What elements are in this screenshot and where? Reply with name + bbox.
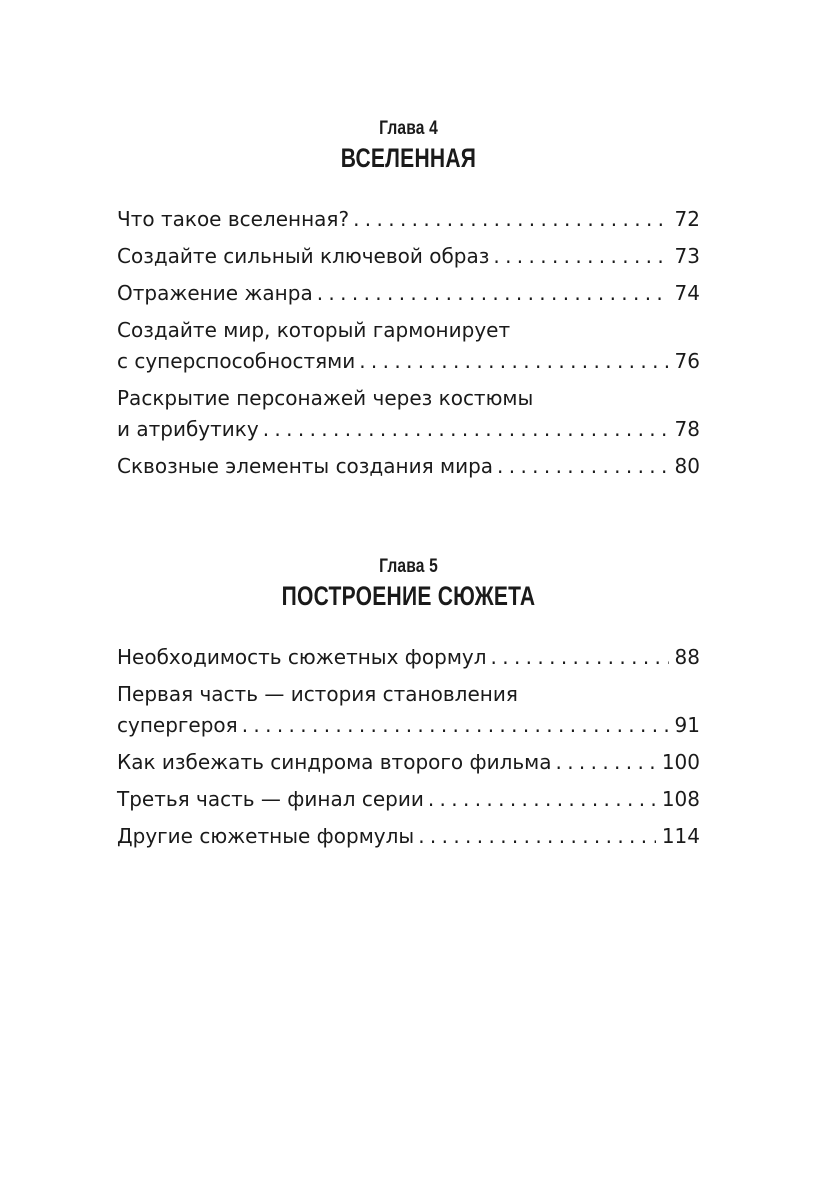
chapter-label: Глава 5	[379, 556, 438, 577]
entry-title: Как избежать синдрома второго фильма	[117, 750, 552, 774]
toc-entry[interactable]	[117, 278, 700, 309]
dot-leader	[242, 710, 669, 741]
page-number: 78	[674, 417, 700, 441]
page-number: 72	[674, 207, 700, 231]
dot-leader	[317, 278, 669, 309]
toc-entry[interactable]	[117, 784, 700, 815]
dot-leader	[428, 784, 656, 815]
toc-entry[interactable]	[117, 315, 700, 377]
chapter-5	[117, 555, 700, 858]
toc-entry[interactable]	[117, 821, 700, 852]
toc-entry[interactable]	[117, 241, 700, 272]
chapter-title: ПОСТРОЕНИЕ СЮЖЕТА	[281, 581, 536, 611]
entry-title-line-2: супергероя	[117, 713, 238, 737]
chapter-title: ВСЕЛЕННАЯ	[340, 143, 477, 173]
dot-leader	[497, 451, 669, 482]
page-number: 76	[674, 349, 700, 373]
entry-title: Другие сюжетные формулы	[117, 824, 415, 848]
entry-title-line-1: Создайте мир, который гармонирует	[117, 318, 511, 342]
chapter-label: Глава 4	[379, 118, 438, 139]
entry-title-line-2: и атрибутику	[117, 417, 259, 441]
toc-entry[interactable]	[117, 383, 700, 445]
toc-entry[interactable]	[117, 204, 700, 235]
toc-entry[interactable]	[117, 451, 700, 482]
page-number: 108	[661, 787, 700, 811]
page-number: 114	[661, 824, 700, 848]
entry-title-line-1: Первая часть — история становления	[117, 682, 518, 706]
toc-entry[interactable]	[117, 747, 700, 778]
toc-entry[interactable]	[117, 679, 700, 741]
page-number: 88	[674, 645, 700, 669]
entry-title-line-1: Раскрытие персонажей через костюмы	[117, 386, 534, 410]
toc-list	[117, 204, 700, 482]
entry-title-line-2: с суперспособностями	[117, 349, 356, 373]
page-number: 100	[661, 750, 700, 774]
entry-title: Необходимость сюжетных формул	[117, 645, 487, 669]
page-number: 73	[674, 244, 700, 268]
page-number: 91	[674, 713, 700, 737]
dot-leader	[353, 204, 668, 235]
toc-list	[117, 642, 700, 852]
chapter-4	[117, 117, 700, 488]
entry-title: Сквозные элементы создания мира	[117, 454, 494, 478]
page-number: 80	[674, 454, 700, 478]
dot-leader	[359, 346, 668, 377]
entry-title: Третья часть — финал серии	[117, 787, 424, 811]
dot-leader	[491, 642, 669, 673]
page-number: 74	[674, 281, 700, 305]
dot-leader	[418, 821, 656, 852]
toc-entry[interactable]	[117, 642, 700, 673]
dot-leader	[493, 241, 668, 272]
dot-leader	[555, 747, 655, 778]
entry-title: Что такое вселенная?	[117, 207, 350, 231]
entry-title: Создайте сильный ключевой образ	[117, 244, 490, 268]
dot-leader	[263, 414, 669, 445]
entry-title: Отражение жанра	[117, 281, 313, 305]
